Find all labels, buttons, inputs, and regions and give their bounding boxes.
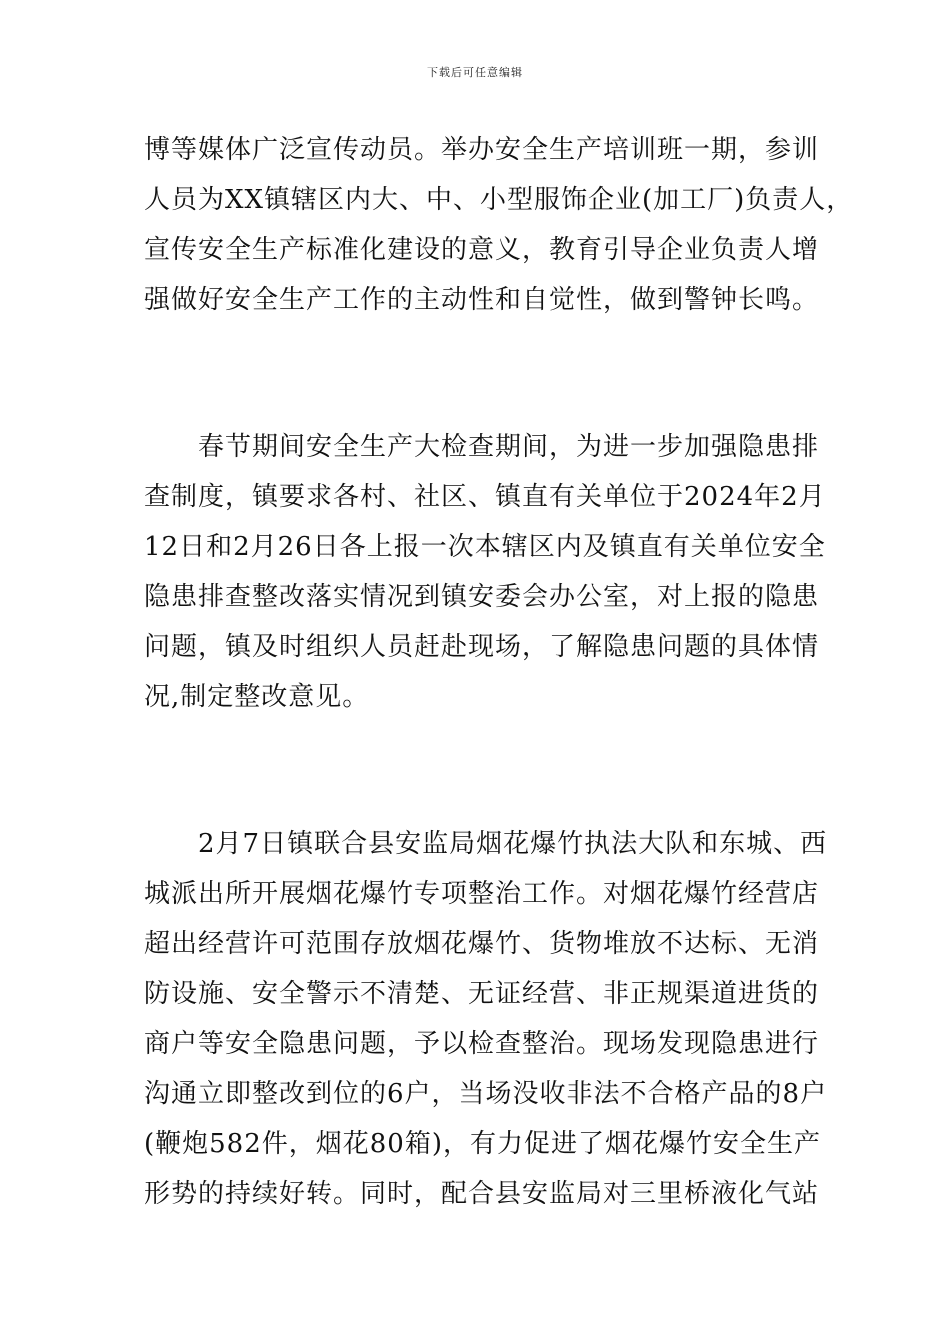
text-line: 隐患排查整改落实情况到镇安委会办公室，对上报的隐患 <box>144 582 820 612</box>
paragraph-3 <box>144 819 828 1219</box>
text-line: 防设施、安全警示不清楚、无证经营、非正规渠道进货的 <box>144 979 820 1009</box>
text-line: 问题，镇及时组织人员赶赴现场，了解隐患问题的具体情 <box>144 632 820 662</box>
paragraph-1 <box>144 125 854 325</box>
text-line: (鞭炮582件，烟花80箱)，有力促进了烟花爆竹安全生产 <box>144 1129 821 1159</box>
paragraph-2 <box>144 422 824 722</box>
text-line: 形势的持续好转。同时，配合县安监局对三里桥液化气站 <box>144 1179 820 1209</box>
text-line: 强做好安全生产工作的主动性和自觉性，做到警钟长鸣。 <box>144 285 820 315</box>
text-line: 人员为XX镇辖区内大、中、小型服饰企业(加工厂)负责人， <box>144 185 854 215</box>
page-header-note: 下载后可任意编辑 <box>427 66 523 79</box>
text-line: 查制度，镇要求各村、社区、镇直有关单位于2024年2月 <box>144 482 826 512</box>
text-line: 城派出所开展烟花爆竹专项整治工作。对烟花爆竹经营店 <box>144 879 820 909</box>
text-line: 宣传安全生产标准化建设的意义，教育引导企业负责人增 <box>144 235 820 265</box>
text-line: 博等媒体广泛宣传动员。举办安全生产培训班一期，参训 <box>144 135 820 165</box>
text-line: 商户等安全隐患问题，予以检查整治。现场发现隐患进行 <box>144 1029 820 1059</box>
text-line: 12日和2月26日各上报一次本辖区内及镇直有关单位安全 <box>144 532 826 562</box>
text-line: 况,制定整改意见。 <box>144 682 370 712</box>
text-line: 春节期间安全生产大检查期间，为进一步加强隐患排 <box>198 432 820 462</box>
text-line: 超出经营许可范围存放烟花爆竹、货物堆放不达标、无消 <box>144 929 820 959</box>
text-line: 2月7日镇联合县安监局烟花爆竹执法大队和东城、西 <box>198 829 828 859</box>
text-line: 沟通立即整改到位的6户，当场没收非法不合格产品的8户 <box>144 1079 828 1109</box>
